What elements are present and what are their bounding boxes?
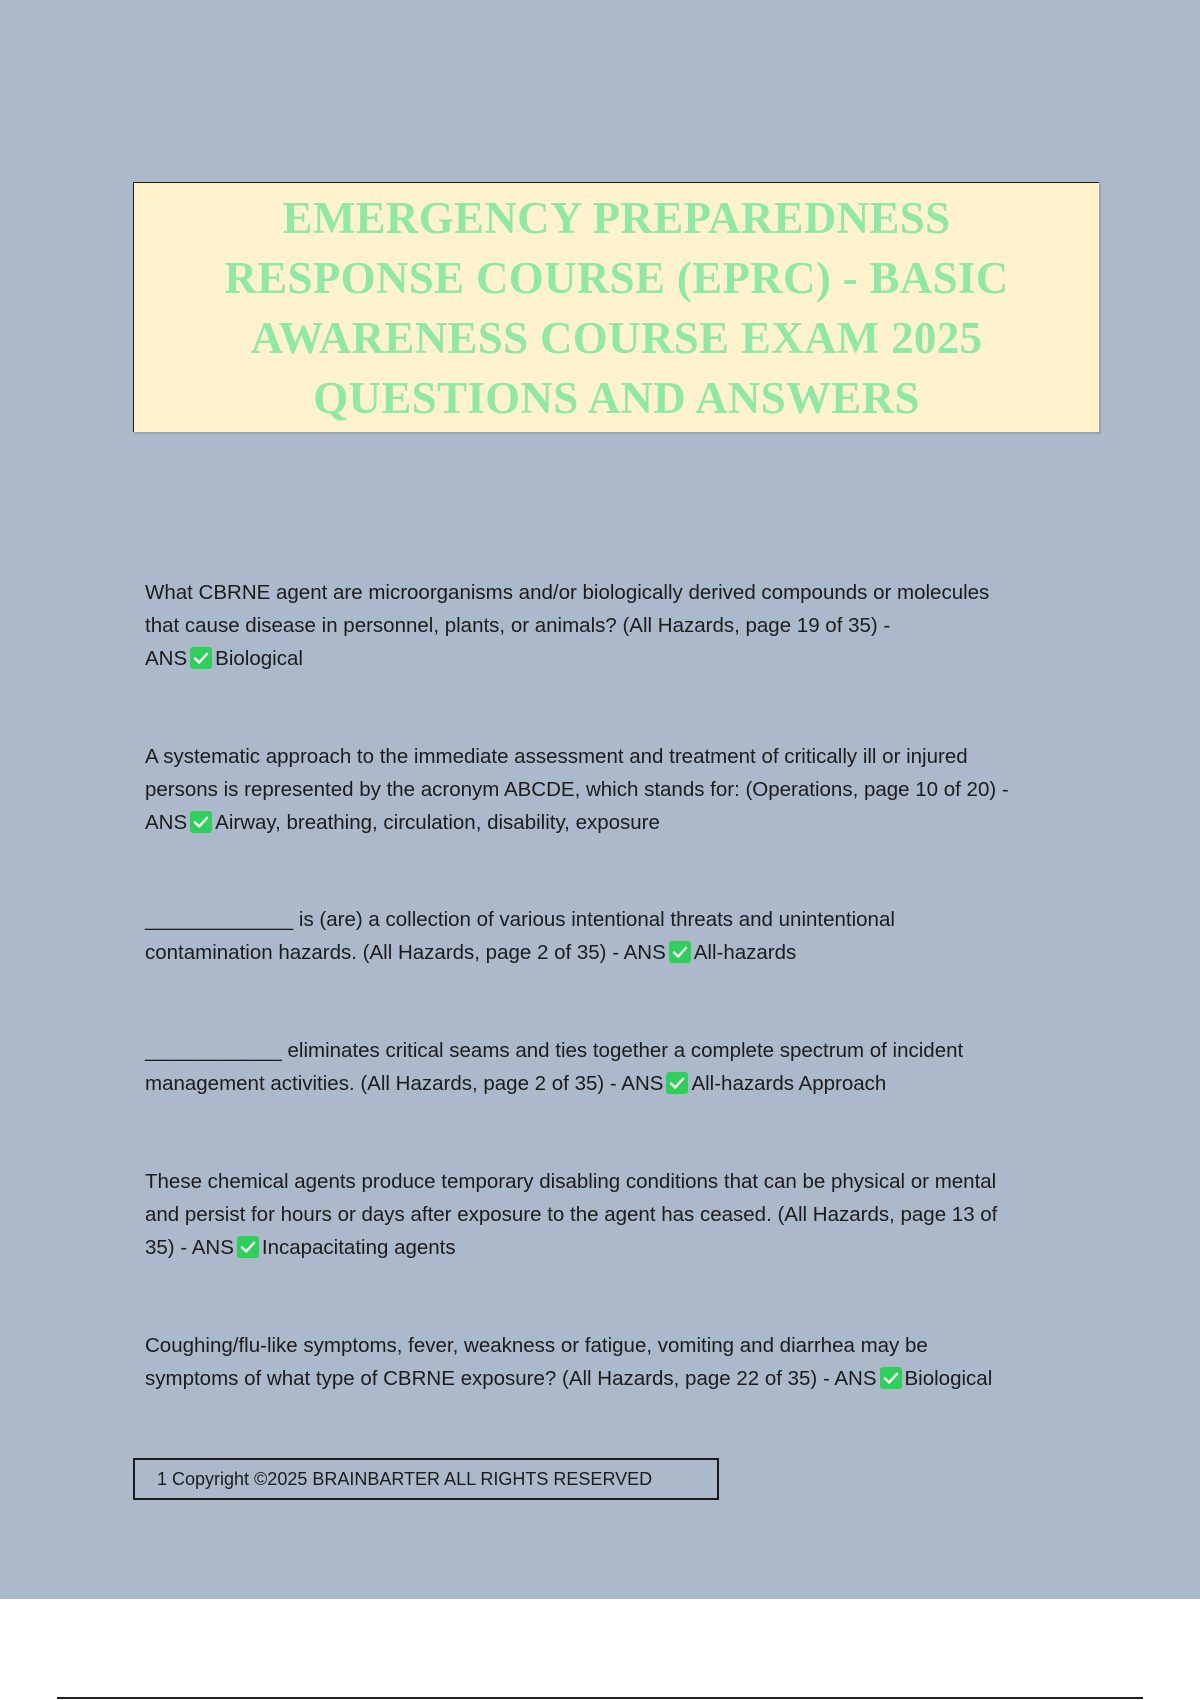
document-title [224, 188, 1008, 428]
ans-prefix: ANS [145, 647, 188, 670]
qa-item [145, 1165, 1085, 1264]
page-divider [57, 1697, 1143, 1699]
ans-prefix: contamination hazards. (All Hazards, page 2 of 35) - ANS [145, 941, 666, 964]
title-line: EMERGENCY PREPAREDNESS [282, 192, 951, 243]
title-box [133, 182, 1099, 432]
question-line: ____________ eliminates critical seams and ties together a complete spectrum of incident [145, 1039, 964, 1062]
answer-line [145, 1067, 1085, 1100]
qa-item [145, 1034, 1085, 1100]
check-mark-icon [237, 1236, 259, 1258]
answer-text: All-hazards Approach [691, 1072, 887, 1095]
ans-prefix: management activities. (All Hazards, page 2 of 35) - ANS [145, 1072, 664, 1095]
qa-item [145, 1329, 1085, 1395]
answer-line [145, 1231, 1085, 1264]
check-mark-icon [880, 1367, 902, 1389]
answer-line [145, 642, 1085, 675]
answer-line [145, 806, 1085, 839]
answer-line [145, 936, 1085, 969]
title-line: RESPONSE COURSE (EPRC) - BASIC [224, 252, 1009, 303]
answer-line [145, 1362, 1085, 1395]
question-line: and persist for hours or days after exposure to the agent has ceased. (All Hazards, page 13 of [145, 1203, 998, 1226]
question-line: Coughing/flu-like symptoms, fever, weakness or fatigue, vomiting and diarrhea may be [145, 1334, 928, 1357]
answer-text: Airway, breathing, circulation, disability, exposure [215, 811, 660, 834]
check-mark-icon [190, 811, 212, 833]
check-mark-icon [190, 647, 212, 669]
copyright-footer: 1 Copyright ©2025 BRAINBARTER ALL RIGHTS RESERVED [133, 1458, 719, 1500]
question-line: These chemical agents produce temporary disabling conditions that can be physical or mental [145, 1170, 997, 1193]
title-line: AWARENESS COURSE EXAM 2025 [250, 312, 983, 363]
ans-prefix: 35) - ANS [145, 1236, 234, 1259]
qa-item [145, 576, 1085, 675]
qa-item [145, 740, 1085, 839]
question-line: that cause disease in personnel, plants, or animals? (All Hazards, page 19 of 35) - [145, 614, 891, 637]
question-line: What CBRNE agent are microorganisms and/or biologically derived compounds or molecules [145, 581, 990, 604]
qa-item [145, 903, 1085, 969]
ans-prefix: symptoms of what type of CBRNE exposure? (All Hazards, page 22 of 35) - ANS [145, 1367, 877, 1390]
check-mark-icon [666, 1072, 688, 1094]
answer-text: All-hazards [693, 941, 797, 964]
question-line: _____________ is (are) a collection of various intentional threats and unintentional [145, 908, 895, 931]
question-line: persons is represented by the acronym ABCDE, which stands for: (Operations, page 10 of 20) - [145, 778, 1009, 801]
answer-text: Biological [215, 647, 303, 670]
answer-text: Biological [904, 1367, 993, 1390]
answer-text: Incapacitating agents [261, 1236, 456, 1259]
title-line: QUESTIONS AND ANSWERS [313, 372, 920, 423]
check-mark-icon [669, 941, 691, 963]
ans-prefix: ANS [145, 811, 188, 834]
question-line: A systematic approach to the immediate assessment and treatment of critically ill or injured [145, 745, 968, 768]
